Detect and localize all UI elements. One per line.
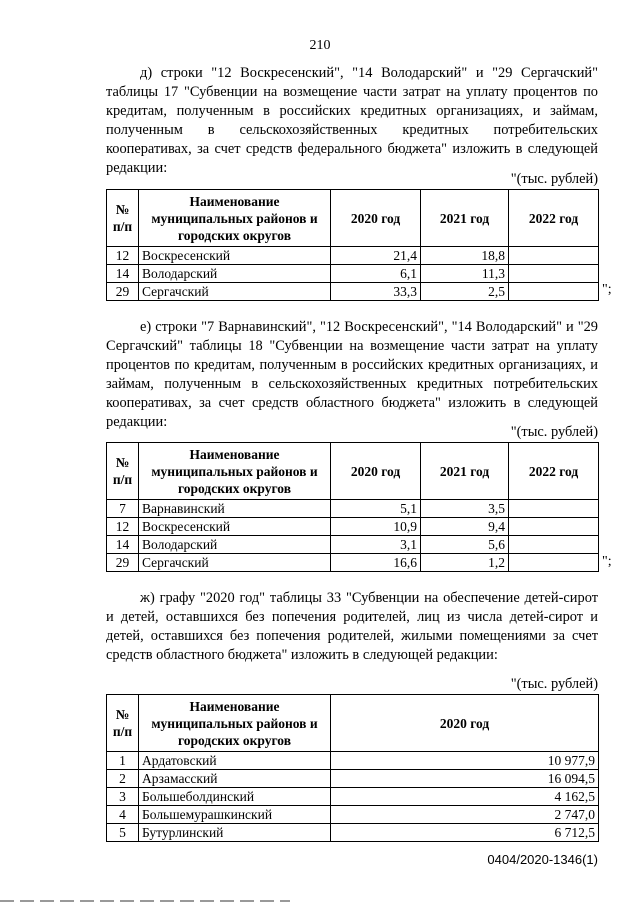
value-cell: 3,5	[421, 500, 509, 518]
closing-quote-d: ";	[602, 282, 612, 297]
table-row	[107, 770, 599, 788]
table-row	[107, 788, 599, 806]
document-code: 0404/2020-1346(1)	[487, 852, 598, 867]
row-number-cell: 14	[107, 536, 139, 554]
value-cell: 10,9	[331, 518, 421, 536]
value-cell: 3,1	[331, 536, 421, 554]
value-cell: 18,8	[421, 247, 509, 265]
column-header: № п/п	[107, 443, 139, 500]
column-header: 2021 год	[421, 190, 509, 247]
row-number-cell: 1	[107, 752, 139, 770]
value-cell: 11,3	[421, 265, 509, 283]
value-cell: 10 977,9	[331, 752, 599, 770]
table-header-row	[107, 695, 599, 752]
column-header: Наименование муниципальных районов и городских округов	[139, 443, 331, 500]
paragraph-zh: ж) графу "2020 год" таблицы 33 "Субвенции на обеспечение детей-сирот и детей, оставшихся без попечения родителей, лиц из числа детей-сирот и детей, оставшихся без попечения родителей, жилыми помещениями за счет средств областного бюджета" изложить в следующей редакции:	[106, 590, 598, 663]
row-number-cell: 12	[107, 518, 139, 536]
district-name-cell: Арзамасский	[139, 770, 331, 788]
value-cell: 9,4	[421, 518, 509, 536]
district-name-cell: Володарский	[139, 536, 331, 554]
table-d	[106, 189, 599, 301]
value-cell	[509, 247, 599, 265]
value-cell: 6,1	[331, 265, 421, 283]
table-row	[107, 283, 599, 301]
value-cell: 16 094,5	[331, 770, 599, 788]
row-number-cell: 4	[107, 806, 139, 824]
district-name-cell: Володарский	[139, 265, 331, 283]
value-cell	[509, 283, 599, 301]
district-name-cell: Большеболдинский	[139, 788, 331, 806]
value-cell: 5,6	[421, 536, 509, 554]
row-number-cell: 7	[107, 500, 139, 518]
row-number-cell: 2	[107, 770, 139, 788]
value-cell: 5,1	[331, 500, 421, 518]
closing-quote-e: ";	[602, 554, 612, 569]
column-header: 2020 год	[331, 443, 421, 500]
row-number-cell: 29	[107, 554, 139, 572]
value-cell: 33,3	[331, 283, 421, 301]
unit-label-d: "(тыс. рублей)	[510, 171, 598, 187]
table-row	[107, 554, 599, 572]
paragraph-d: д) строки "12 Воскресенский", "14 Володарский" и "29 Сергачский" таблицы 17 "Субвенции на возмещение части затрат на уплату процентов по кредитам, полученным в российских кредитных организациях, и займам, полученным в сельскохозяйственных кредитных потребительских кооперативах, за счет средств федерального бюджета" изложить в следующей редакции:	[106, 65, 598, 176]
value-cell	[509, 536, 599, 554]
scan-artifact-line	[0, 900, 290, 902]
district-name-cell: Воскресенский	[139, 247, 331, 265]
column-header: Наименование муниципальных районов и городских округов	[139, 190, 331, 247]
value-cell	[509, 554, 599, 572]
district-name-cell: Сергачский	[139, 554, 331, 572]
table-row	[107, 824, 599, 842]
table-row	[107, 518, 599, 536]
column-header: Наименование муниципальных районов и городских округов	[139, 695, 331, 752]
unit-label-e: "(тыс. рублей)	[510, 424, 598, 440]
table-row	[107, 752, 599, 770]
row-number-cell: 14	[107, 265, 139, 283]
column-header: 2022 год	[509, 443, 599, 500]
value-cell	[509, 265, 599, 283]
district-name-cell: Большемурашкинский	[139, 806, 331, 824]
district-name-cell: Ардатовский	[139, 752, 331, 770]
value-cell	[509, 518, 599, 536]
value-cell: 2,5	[421, 283, 509, 301]
column-header: 2020 год	[331, 695, 599, 752]
table-row	[107, 806, 599, 824]
column-header: 2020 год	[331, 190, 421, 247]
table-e	[106, 442, 599, 572]
district-name-cell: Варнавинский	[139, 500, 331, 518]
paragraph-e: е) строки "7 Варнавинский", "12 Воскресенский", "14 Володарский" и "29 Сергачский" таблицы 18 "Субвенции на возмещение части затрат на уплату процентов по кредитам, полученным в российских кредитных организациях, и займам, полученным в сельскохозяйственных кредитных потребительских кооперативах, за счет средств областного бюджета" изложить в следующей редакции:	[106, 319, 598, 430]
value-cell: 6 712,5	[331, 824, 599, 842]
table-row	[107, 247, 599, 265]
column-header: 2022 год	[509, 190, 599, 247]
column-header: № п/п	[107, 190, 139, 247]
value-cell: 16,6	[331, 554, 421, 572]
row-number-cell: 3	[107, 788, 139, 806]
page-number: 210	[309, 38, 331, 53]
value-cell: 21,4	[331, 247, 421, 265]
district-name-cell: Бутурлинский	[139, 824, 331, 842]
district-name-cell: Сергачский	[139, 283, 331, 301]
table-header-row	[107, 190, 599, 247]
table-row	[107, 500, 599, 518]
table-header-row	[107, 443, 599, 500]
table-row	[107, 536, 599, 554]
column-header: 2021 год	[421, 443, 509, 500]
column-header: № п/п	[107, 695, 139, 752]
unit-label-zh: "(тыс. рублей)	[510, 676, 598, 692]
value-cell	[509, 500, 599, 518]
district-name-cell: Воскресенский	[139, 518, 331, 536]
value-cell: 1,2	[421, 554, 509, 572]
table-row	[107, 265, 599, 283]
table-zh	[106, 694, 599, 842]
row-number-cell: 12	[107, 247, 139, 265]
row-number-cell: 5	[107, 824, 139, 842]
value-cell: 2 747,0	[331, 806, 599, 824]
row-number-cell: 29	[107, 283, 139, 301]
value-cell: 4 162,5	[331, 788, 599, 806]
